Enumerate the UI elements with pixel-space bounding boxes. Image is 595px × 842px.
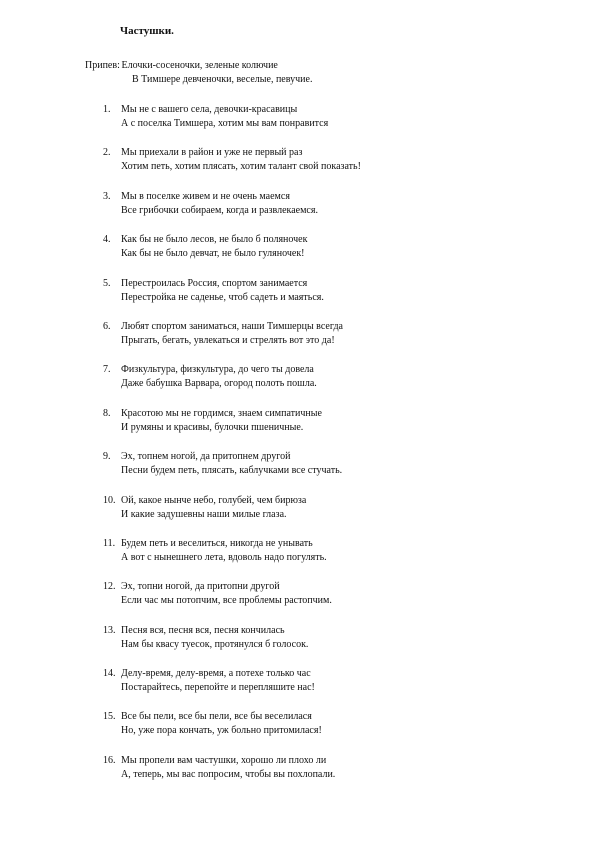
- verse-number: 5.: [103, 277, 111, 289]
- verse-item: [103, 277, 573, 320]
- verse-number: 1.: [103, 104, 111, 115]
- verse-line-2: И какие задушевны наши милые глаза.: [121, 508, 287, 520]
- verse-text: [121, 580, 332, 623]
- verse-text: [121, 450, 342, 493]
- verse-number: 12.: [103, 581, 116, 593]
- verse-number: 8.: [103, 407, 111, 419]
- verse-number: 11.: [103, 537, 116, 549]
- verse-line-2: Но, уже пора кончать, уж больно притомилася!: [121, 725, 322, 737]
- verse-item: [103, 754, 573, 797]
- verse-text: [121, 277, 324, 320]
- verse-line-1: Все бы пели, все бы пели, все бы веселилася: [121, 711, 312, 723]
- verse-number: 4.: [103, 234, 111, 246]
- verse-line-1: Перестроилась Россия, спортом занимается: [121, 277, 308, 289]
- verse-number: 14.: [103, 668, 116, 680]
- verse-number: 16.: [103, 754, 116, 766]
- verse-text: [121, 710, 322, 753]
- verse-line-2: И румяны и красивы, булочки пшеничные.: [121, 421, 304, 433]
- verse-line-2: Перестройка не саденье, чтоб садеть и маяться.: [121, 291, 324, 303]
- verse-line-2: Постарайтесь, перепойте и перепляшите нас!: [121, 682, 315, 694]
- verse-line-1: Как бы не было лесов, не было б поляночек: [121, 234, 308, 246]
- verse-line-2: А, теперь, мы вас попросим, чтобы вы похлопали.: [121, 768, 336, 780]
- verse-item: [103, 233, 573, 276]
- verse-line-1: Мы пропели вам частушки, хорошо ли плохо ли: [121, 754, 327, 766]
- verse-line-2: А с поселка Тимшера, хотим мы вам понравится: [121, 118, 329, 129]
- verse-text: [121, 146, 361, 189]
- verse-text: [121, 190, 318, 233]
- verse-line-1: Мы в поселке живем и не очень маемся: [121, 190, 290, 202]
- verse-text: [121, 103, 328, 146]
- verse-item: [103, 537, 573, 580]
- verse-line-1: Физкультура, физкультура, до чего ты довела: [121, 364, 314, 376]
- verse-text: [121, 754, 335, 797]
- verse-text: [121, 407, 322, 450]
- verse-line-1: Делу-время, делу-время, а потехе только час: [121, 668, 311, 680]
- verse-item: [103, 363, 573, 406]
- verse-line-1: Песня вся, песня вся, песня кончилась: [121, 624, 285, 636]
- verse-line-2: Если час мы потопчим, все проблемы растопчим.: [121, 595, 332, 607]
- verse-item: [103, 103, 573, 146]
- verse-list: [103, 103, 573, 797]
- verse-number: 9.: [103, 451, 111, 463]
- verse-line-2: Даже бабушка Варвара, огород полоть пошла.: [121, 378, 317, 390]
- document-title: Частушки.: [120, 25, 174, 37]
- verse-item: [103, 146, 573, 189]
- verse-number: 3.: [103, 190, 111, 202]
- chorus-label: Припев:: [85, 60, 120, 71]
- verse-line-2: Хотим петь, хотим плясать, хотим талант свой показать!: [121, 161, 361, 173]
- verse-line-1: Будем петь и веселиться, никогда не унывать: [121, 537, 313, 549]
- verse-text: [121, 667, 315, 710]
- chorus-line-2: В Тимшере девченочки, веселые, певучие.: [132, 74, 313, 85]
- verse-line-1: Мы не с вашего села, девочки-красавицы: [121, 104, 298, 115]
- verse-line-2: Прыгать, бегать, увлекаться и стрелять вот это да!: [121, 334, 335, 346]
- verse-text: [121, 363, 317, 406]
- verse-line-1: Эх, топни ногой, да притопни другой: [121, 581, 280, 593]
- verse-line-2: Песни будем петь, плясать, каблучками все стучать.: [121, 465, 343, 477]
- chorus-text-1: Елочки-сосеночки, зеленые колючие: [121, 60, 278, 71]
- verse-line-2: Все грибочки собираем, когда и развлекаемся.: [121, 204, 318, 216]
- verse-item: [103, 710, 573, 753]
- verse-text: [121, 624, 308, 667]
- chorus-block: [85, 59, 312, 87]
- verse-line-1: Мы приехали в район и уже не первый раз: [121, 147, 303, 159]
- verse-number: 13.: [103, 624, 116, 636]
- verse-number: 7.: [103, 364, 111, 376]
- verse-item: [103, 450, 573, 493]
- verse-line-2: Как бы не было девчат, не было гуляночек!: [121, 248, 305, 260]
- verse-text: [121, 537, 327, 580]
- verse-number: 6.: [103, 320, 111, 332]
- verse-item: [103, 494, 573, 537]
- verse-number: 2.: [103, 147, 111, 159]
- verse-line-1: Ой, какое нынче небо, голубей, чем бирюза: [121, 494, 307, 506]
- verse-item: [103, 190, 573, 233]
- verse-line-1: Эх, топнем ногой, да притопнем другой: [121, 451, 291, 463]
- verse-line-2: Нам бы квасу туесок, протянулся б голосок.: [121, 638, 309, 650]
- verse-item: [103, 624, 573, 667]
- verse-line-1: Красотою мы не гордимся, знаем симпатичные: [121, 407, 322, 419]
- verse-text: [121, 494, 306, 537]
- verse-text: [121, 320, 343, 363]
- chorus-line-1: [85, 59, 312, 73]
- verse-line-1: Любят спортом заниматься, наши Тимшерцы всегда: [121, 320, 343, 332]
- verse-item: [103, 320, 573, 363]
- verse-text: [121, 233, 307, 276]
- verse-line-2: А вот с нынешнего лета, вдоволь надо погулять.: [121, 551, 327, 563]
- verse-item: [103, 580, 573, 623]
- verse-item: [103, 407, 573, 450]
- verse-number: 15.: [103, 711, 116, 723]
- verse-item: [103, 667, 573, 710]
- verse-number: 10.: [103, 494, 116, 506]
